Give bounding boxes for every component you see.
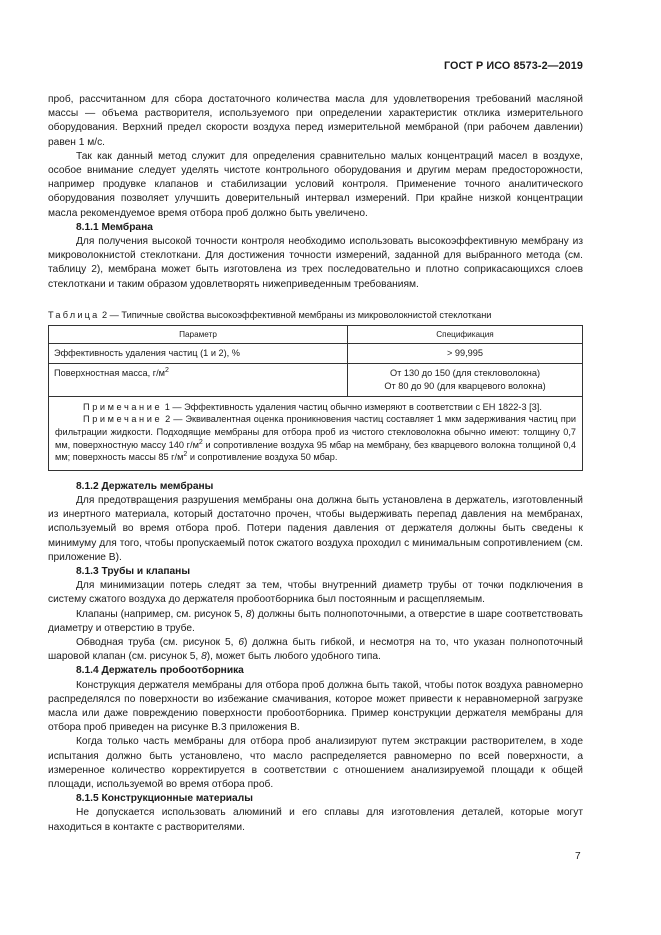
page-content xyxy=(48,93,583,835)
paragraph: Обводная труба (см. рисунок 5, 6) должна быть гибкой, и несмотря на то, что указан полнопоточный шаровой клапан (см. рисунок 5, 8), может быть любого удобного типа. xyxy=(48,637,583,663)
standard-header: ГОСТ Р ИСО 8573-2—2019 xyxy=(443,60,583,72)
section-heading-8-1-5: 8.1.5 Конструкционные материалы xyxy=(76,793,253,805)
column-header-parameter: Параметр xyxy=(49,325,348,343)
membrane-properties-table xyxy=(48,325,583,471)
paragraph: Когда только часть мембраны для отбора проб анализируют путем экстракции растворителем, в ходе испытания должно быть установлено, что масло распределяется равномерно по всей поверхности, а измеренное количество корректируется в соответствии с отношением анализируемой площади к общей площади, используемой во время отбора проб. xyxy=(48,736,583,791)
table-cell: Поверхностная масса, $г/м^2$ xyxy=(49,363,348,396)
paragraph: Для получения высокой точности контроля необходимо использовать высокоэффективную мембрану из микроволокнистой стеклоткани. Для достижения точности измерений, заданной для выбранного метода (см. таблицу 2), мембрана может быть изготовлена из трех последовательно и плотно соприкасающихся слоев стеклоткани и таким образом удовлетворять нижеприведенным требованиям. xyxy=(48,236,583,290)
table-row xyxy=(49,343,583,363)
column-header-spec: Спецификация xyxy=(348,325,583,343)
paragraph: Не допускается использовать алюминий и его сплавы для изготовления деталей, которые могут находиться в контакте с растворителями. xyxy=(48,807,583,833)
table-notes xyxy=(49,396,583,470)
section-heading-8-1-3: 8.1.3 Трубы и клапаны xyxy=(76,566,191,578)
section-heading-8-1-1: 8.1.1 Мембрана xyxy=(76,221,153,233)
table-row xyxy=(49,363,583,396)
table-header-row xyxy=(49,325,583,343)
page-number: 7 xyxy=(575,851,581,862)
paragraph: проб, рассчитанном для сбора достаточного количества масла для удовлетворения требований масляной массы — объема растворителя, используемого при определении характеристик отклика измерительного оборудования. Верхний предел скорости воздуха перед измерительной мембраной (при рабочем давлении) равен 1 м/с. xyxy=(48,94,583,148)
table-cell: Эффективность удаления частиц (1 и 2), % xyxy=(49,343,348,363)
table-note-2: Примечание 2 — Эквивалентная оценка проникновения частиц составляет 1 мкм задерживания частиц при фильтрации жидкости. Подходящие мембраны для отбора проб из чистого стекловолокна обычно имеют: толщину 0,7 мм, поверхностную массу 140 $г/м^2$ и сопротивление воздуха 95 мбар на мембрану, без кварцевого волокна толщиной 0,4 мм; поверхность массы 85 $г/м^2$ и сопротивление воздуха 50 мбар. xyxy=(55,414,576,463)
section-heading-8-1-4: 8.1.4 Держатель пробоотборника xyxy=(76,665,244,677)
section-heading-8-1-2: 8.1.2 Держатель мембраны xyxy=(76,480,214,492)
paragraph: Для минимизации потерь следят за тем, чтобы внутренний диаметр трубы от точки подключения в систему сжатого воздуха до держателя пробоотборника был постоянным и расщепляемым. xyxy=(48,580,583,606)
table-cell: > 99,995 xyxy=(348,343,583,363)
table-notes-row xyxy=(49,396,583,470)
paragraph: Конструкция держателя мембраны для отбора проб должна быть такой, чтобы поток воздуха равномерно распределялся по поверхности во избежание смачивания, которое может привести к неравномерной загрузке масла или даже повреждению поверхности пробоотборника. Пример конструкции держателя мембраны для отбора проб приведен на рисунке В.3 приложения В. xyxy=(48,679,583,734)
paragraph: Клапаны (например, см. рисунок 5, 8) должны быть полнопоточными, а отверстие в шаре соответствовать диаметру и отверстию в трубе. xyxy=(48,608,583,634)
paragraph: Так как данный метод служит для определения сравнительно малых концентраций масел в воздухе, особое внимание следует уделять чистоте контрольного оборудования и другим мерам предосторожности, например продувке клапанов и стабилизации условий контроля. Применение точного аналитического оборудования позволяет улучшить доверительный интервал измерений. При крайне низкой концентрации масла рекомендуемое время отбора проб должно быть увеличено. xyxy=(48,150,583,219)
table-note-1: Примечание 1 — Эффективность удаления частиц обычно измеряют в соответствии с ЕН 1822-3 [3]. xyxy=(83,401,542,412)
table-caption: Таблица 2 — Типичные свойства высокоэффективной мембраны из микроволокнистой стеклоткани xyxy=(48,309,492,320)
paragraph: Для предотвращения разрушения мембраны она должна быть установлена в держатель, изготовленный из инертного материала, который достаточно прочен, чтобы выдерживать перепад давления на мембранах, используемый во время отбора проб. Потери падения давления от держателя должны быть сведены к минимуму для того, чтобы пропускаемый поток сжатого воздуха проходил с минимальным сопротивлением (см. приложение В). xyxy=(48,495,583,563)
table-cell: От 130 до 150 (для стекловолокна) От 80 до 90 (для кварцевого волокна) xyxy=(348,363,583,396)
